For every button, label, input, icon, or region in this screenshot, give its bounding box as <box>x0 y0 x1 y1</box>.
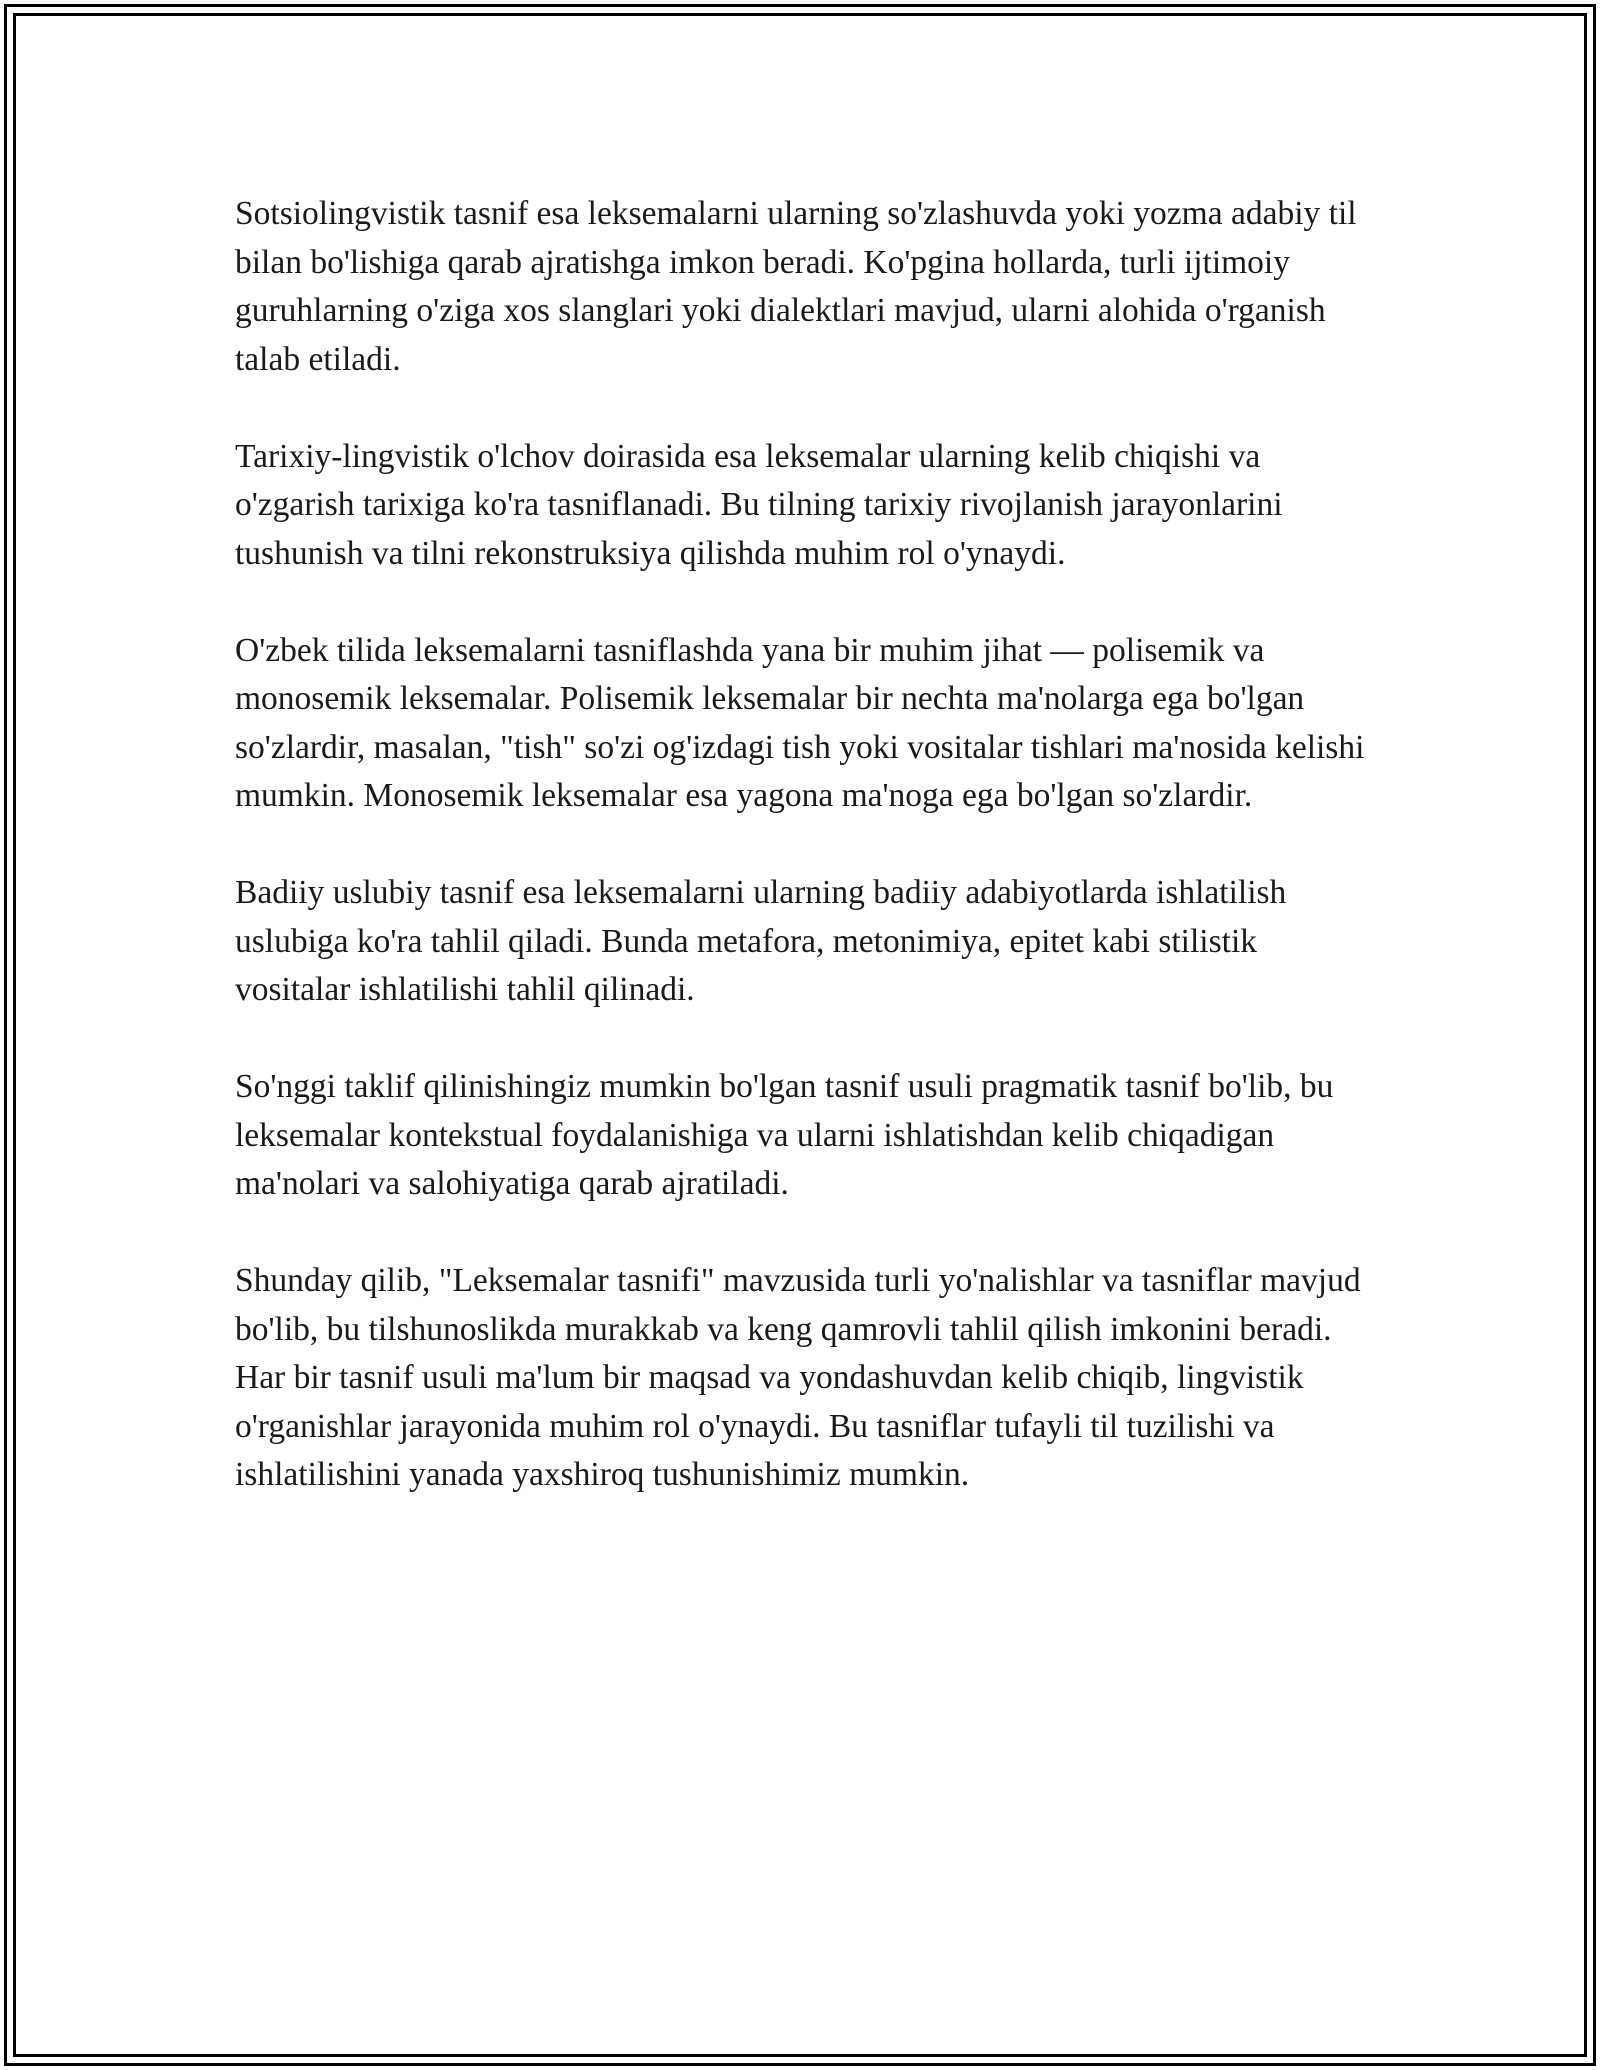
document-body <box>235 190 1375 1548</box>
paragraph-pragmatic: So'nggi taklif qilinishingiz mumkin bo'lgan tasnif usuli pragmatik tasnif bo'lib, bu leksemalar kontekstual foydalanishiga va ularni ishlatishdan kelib chiqadigan ma'nolari va salohiyatiga qarab ajratiladi. <box>235 1068 1334 1202</box>
paragraph-stylistic: Badiiy uslubiy tasnif esa leksemalarni ularning badiiy adabiyotlarda ishlatilish uslubiga ko'ra tahlil qiladi. Bunda metafora, metonimiya, epitet kabi stilistik vositalar ishlatilishi tahlil qilinadi. <box>235 874 1287 1008</box>
paragraph-sociolinguistic: Sotsiolingvistik tasnif esa leksemalarni ularning so'zlashuvda yoki yozma adabiy til bilan bo'lishiga qarab ajratishga imkon beradi. Ko'pgina hollarda, turli ijtimoiy guruhlarning o'ziga xos slanglari yoki dialektlari mavjud, ularni alohida o'rganish talab etiladi. <box>235 195 1357 378</box>
paragraph-conclusion: Shunday qilib, "Leksemalar tasnifi" mavzusida turli yo'nalishlar va tasniflar mavjud bo'lib, bu tilshunoslikda murakkab va keng qamrovli tahlil qilish imkonini beradi. Har bir tasnif usuli ma'lum bir maqsad va yondashuvdan kelib chiqib, lingvistik o'rganishlar jarayonida muhim rol o'ynaydi. Bu tasniflar tufayli til tuzilishi va ishlatilishini yanada yaxshiroq tushunishimiz mumkin. <box>235 1262 1361 1493</box>
paragraph-polysemy: O'zbek tilida leksemalarni tasniflashda yana bir muhim jihat — polisemik va monosemik leksemalar. Polisemik leksemalar bir nechta ma'nolarga ega bo'lgan so'zlardir, masalan, "tish" so'zi og'izdagi tish yoki vositalar tishlari ma'nosida kelishi mumkin. Monosemik leksemalar esa yagona ma'noga ega bo'lgan so'zlardir. <box>235 631 1365 814</box>
paragraph-historical-linguistic: Tarixiy-lingvistik o'lchov doirasida esa leksemalar ularning kelib chiqishi va o'zgarish tarixiga ko'ra tasniflanadi. Bu tilning tarixiy rivojlanish jarayonlarini tushunish va tilni rekonstruksiya qilishda muhim rol o'ynaydi. <box>235 437 1283 572</box>
